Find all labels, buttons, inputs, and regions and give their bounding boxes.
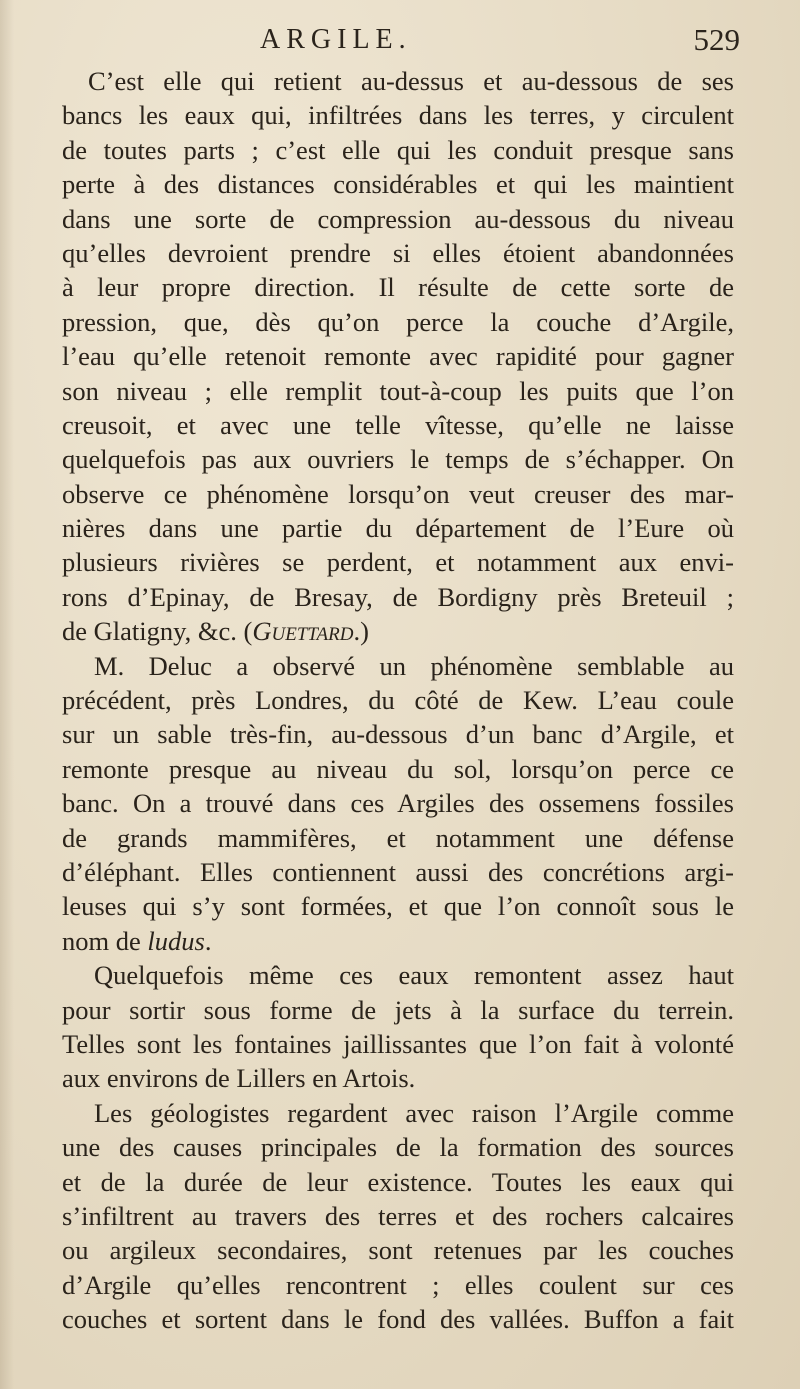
text-line: à leur propre direction. Il résulte de cette sorte de bbox=[62, 272, 734, 303]
text-line: plusieurs rivières se perdent, et notamment aux envi- bbox=[62, 547, 734, 578]
text-line: bancs les eaux qui, infiltrées dans les terres, y circulent bbox=[62, 100, 734, 131]
text-line: Telles sont les fontaines jaillissantes que l’on fait à volonté bbox=[62, 1028, 734, 1059]
text-line: banc. On a trouvé dans ces Argiles des ossemens fossiles bbox=[62, 788, 734, 819]
text-line: dans une sorte de compression au-dessous du niveau bbox=[62, 203, 734, 234]
text-line: leuses qui s’y sont formées, et que l’on connoît sous le bbox=[62, 891, 734, 922]
text-line: nom de ludus. bbox=[62, 925, 212, 956]
text-line: l’eau qu’elle retenoit remonte avec rapidité pour gagner bbox=[62, 341, 734, 372]
text-line: pression, que, dès qu’on perce la couche d’Argile, bbox=[62, 306, 734, 337]
text-line: rons d’Epinay, de Bresay, de Bordigny près Breteuil ; bbox=[62, 581, 734, 612]
text-line: creusoit, et avec une telle vîtesse, qu’elle ne laisse bbox=[62, 409, 734, 440]
page-edge-shadow bbox=[0, 0, 14, 1389]
text-line: nières dans une partie du département de l’Eure où bbox=[62, 513, 734, 544]
text-line: qu’elles devroient prendre si elles étoient abandonnées bbox=[62, 237, 734, 268]
text-line: Quelquefois même ces eaux remontent assez haut bbox=[94, 960, 734, 991]
text-line: ou argileux secondaires, sont retenues par les couches bbox=[62, 1235, 734, 1266]
text-line: observe ce phénomène lorsqu’on veut creuser des mar- bbox=[62, 478, 734, 509]
text-line: pour sortir sous forme de jets à la surface du terrein. bbox=[62, 994, 734, 1025]
body-text bbox=[62, 64, 734, 1336]
text-line: précédent, près Londres, du côté de Kew. L’eau coule bbox=[62, 685, 734, 716]
text-line: d’éléphant. Elles contiennent aussi des concrétions argi- bbox=[62, 856, 734, 887]
text-line: son niveau ; elle remplit tout-à-coup les puits que l’on bbox=[62, 375, 734, 406]
text-line: s’infiltrent au travers des terres et des rochers calcaires bbox=[62, 1200, 734, 1231]
text-line: Les géologistes regardent avec raison l’Argile comme bbox=[94, 1097, 734, 1128]
running-head: ARGILE. bbox=[260, 24, 412, 55]
text-line: une des causes principales de la formation des sources bbox=[62, 1132, 734, 1163]
text-line: M. Deluc a observé un phénomène semblable au bbox=[94, 650, 734, 681]
page-header bbox=[60, 20, 740, 64]
text-line: et de la durée de leur existence. Toutes les eaux qui bbox=[62, 1166, 734, 1197]
text-line: de grands mammifères, et notamment une défense bbox=[62, 822, 734, 853]
text-line: de Glatigny, &c. (Guettard.) bbox=[62, 616, 369, 647]
text-line: de toutes parts ; c’est elle qui les conduit presque sans bbox=[62, 134, 734, 165]
text-line: sur un sable très-fin, au-dessous d’un banc d’Argile, et bbox=[62, 719, 734, 750]
text-line: aux environs de Lillers en Artois. bbox=[62, 1063, 416, 1094]
text-line: quelquefois pas aux ouvriers le temps de s’échapper. On bbox=[62, 444, 734, 475]
text-line: perte à des distances considérables et qui les maintient bbox=[62, 169, 734, 200]
text-line: remonte presque au niveau du sol, lorsqu’on perce ce bbox=[62, 753, 734, 784]
text-line: couches et sortent dans le fond des vallées. Buffon a fait bbox=[62, 1304, 734, 1335]
page-number: 529 bbox=[693, 22, 740, 57]
text-line: C’est elle qui retient au-dessus et au-dessous de ses bbox=[88, 66, 734, 96]
text-line: d’Argile qu’elles rencontrent ; elles coulent sur ces bbox=[62, 1269, 734, 1300]
